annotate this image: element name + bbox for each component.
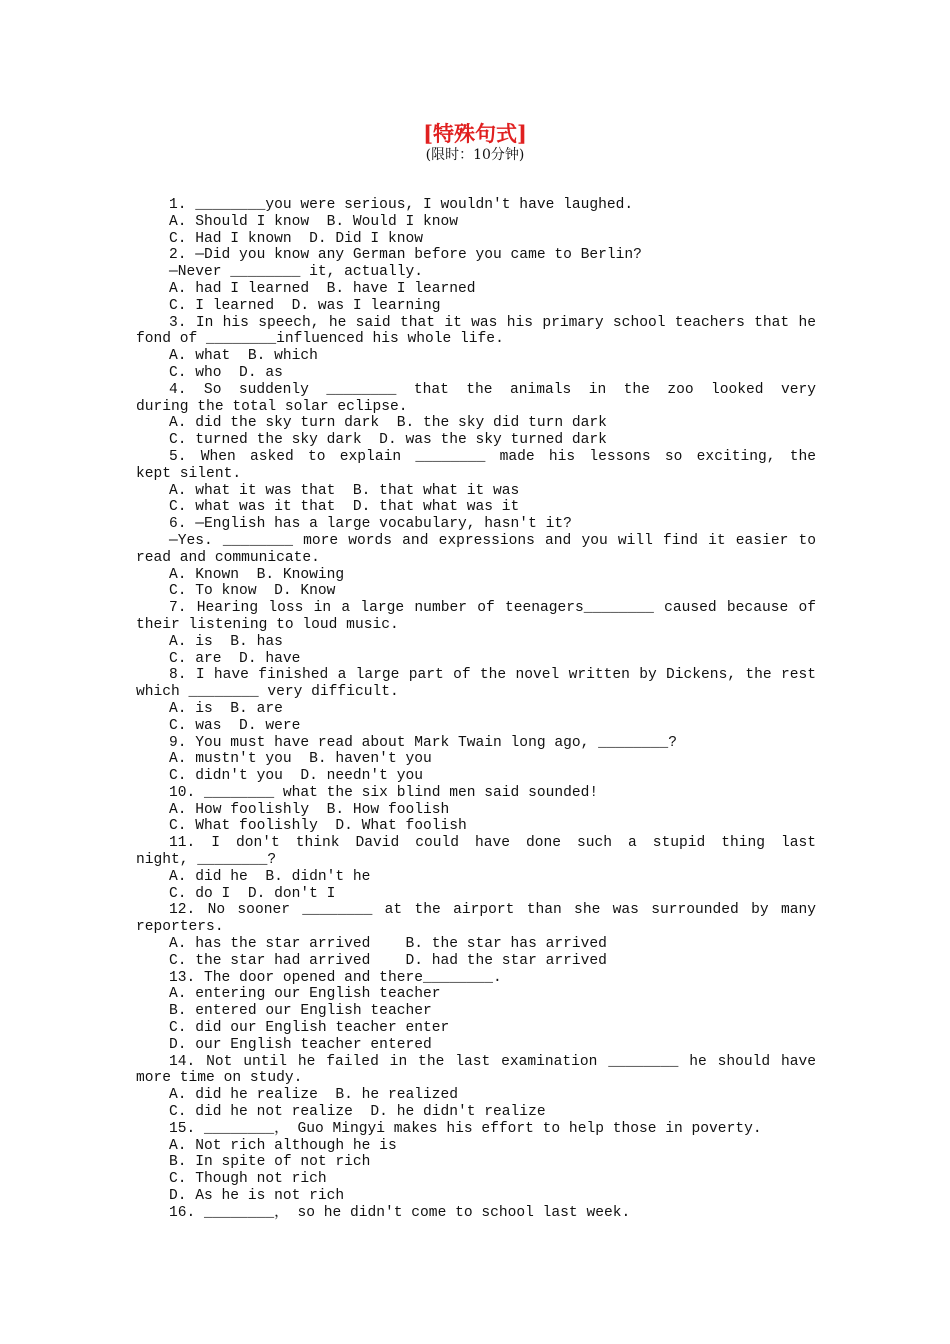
- question-line: —Yes. ________ more words and expressions and you will find it easier to: [169, 532, 816, 549]
- question-line: 14. Not until he failed in the last examination ________ he should have: [169, 1053, 816, 1070]
- option-line: C. did he not realize D. he didn't realize: [169, 1104, 546, 1121]
- option-line: A. what B. which: [169, 348, 318, 365]
- option-line: A. entering our English teacher: [169, 986, 441, 1003]
- continuation-line: night, ________?: [136, 852, 277, 869]
- option-line: A. had I learned B. have I learned: [169, 280, 476, 297]
- option-line: D. our English teacher entered: [169, 1036, 432, 1053]
- question-line: 10. ________ what the six blind men said sounded!: [169, 784, 599, 801]
- continuation-line: which ________ very difficult.: [136, 684, 399, 701]
- question-line: 2. —Did you know any German before you came to Berlin?: [169, 247, 642, 264]
- option-line: C. Though not rich: [169, 1171, 327, 1188]
- page-title: [特殊句式]: [423, 121, 527, 146]
- question-line: 8. I have finished a large part of the novel written by Dickens, the rest: [169, 667, 816, 684]
- option-line: C. did our English teacher enter: [169, 1020, 450, 1037]
- question-line: 15. ________， Guo Mingyi makes his effort to help those in poverty.: [169, 1120, 762, 1137]
- continuation-line: read and communicate.: [136, 549, 320, 566]
- question-line: 6. —English has a large vocabulary, hasn't it?: [169, 516, 572, 533]
- question-line: 12. No sooner ________ at the airport than she was surrounded by many: [169, 902, 816, 919]
- option-line: C. was D. were: [169, 717, 301, 734]
- continuation-line: more time on study.: [136, 1070, 303, 1087]
- option-line: C. what was it that D. that what was it: [169, 499, 520, 516]
- option-line: C. Had I known D. Did I know: [169, 230, 423, 247]
- option-line: C. do I D. don't I: [169, 885, 336, 902]
- option-line: C. the star had arrived D. had the star arrived: [169, 952, 607, 969]
- option-line: A. How foolishly B. How foolish: [169, 801, 450, 818]
- option-line: C. who D. as: [169, 364, 283, 381]
- continuation-line: their listening to loud music.: [136, 616, 399, 633]
- option-line: C. What foolishly D. What foolish: [169, 818, 467, 835]
- continuation-line: fond of ________influenced his whole life.: [136, 331, 504, 348]
- option-line: A. did he realize B. he realized: [169, 1087, 459, 1104]
- time-limit: (限时：10分钟): [425, 147, 525, 163]
- option-line: D. As he is not rich: [169, 1188, 345, 1205]
- option-line: B. In spite of not rich: [169, 1154, 371, 1171]
- option-line: A. what it was that B. that what it was: [169, 482, 520, 499]
- option-line: A. did the sky turn dark B. the sky did turn dark: [169, 415, 607, 432]
- option-line: A. did he B. didn't he: [169, 868, 371, 885]
- question-line: 16. ________， so he didn't come to school last week.: [169, 1204, 631, 1221]
- option-line: A. is B. has: [169, 633, 283, 650]
- option-line: C. To know D. Know: [169, 583, 336, 600]
- option-line: A. Not rich although he is: [169, 1137, 397, 1154]
- question-line: 11. I don't think David could have done such a stupid thing last: [169, 835, 816, 852]
- question-line: 5. When asked to explain ________ made his lessons so exciting, the: [169, 448, 816, 465]
- option-line: C. are D. have: [169, 650, 301, 667]
- continuation-line: during the total solar eclipse.: [136, 398, 408, 415]
- question-line: 7. Hearing loss in a large number of teenagers________ caused because of: [169, 600, 816, 617]
- question-line: 4. So suddenly ________ that the animals in the zoo looked very: [169, 381, 816, 398]
- option-line: A. Known B. Knowing: [169, 566, 345, 583]
- option-line: C. didn't you D. needn't you: [169, 768, 423, 785]
- question-line: 9. You must have read about Mark Twain long ago, ________?: [169, 734, 677, 751]
- question-line: 13. The door opened and there________.: [169, 969, 502, 986]
- option-line: B. entered our English teacher: [169, 1003, 432, 1020]
- option-line: A. Should I know B. Would I know: [169, 213, 459, 230]
- question-line: 1. ________you were serious, I wouldn't have laughed.: [169, 197, 634, 213]
- option-line: A. is B. are: [169, 700, 283, 717]
- question-list: [136, 197, 816, 1222]
- option-line: —Never ________ it, actually.: [169, 264, 423, 281]
- option-line: A. has the star arrived B. the star has arrived: [169, 936, 607, 953]
- question-line: 3. In his speech, he said that it was his primary school teachers that he: [169, 314, 816, 331]
- continuation-line: reporters.: [136, 919, 224, 936]
- option-line: C. I learned D. was I learning: [169, 297, 441, 314]
- option-line: C. turned the sky dark D. was the sky turned dark: [169, 432, 607, 449]
- option-line: A. mustn't you B. haven't you: [169, 751, 432, 768]
- continuation-line: kept silent.: [136, 465, 242, 482]
